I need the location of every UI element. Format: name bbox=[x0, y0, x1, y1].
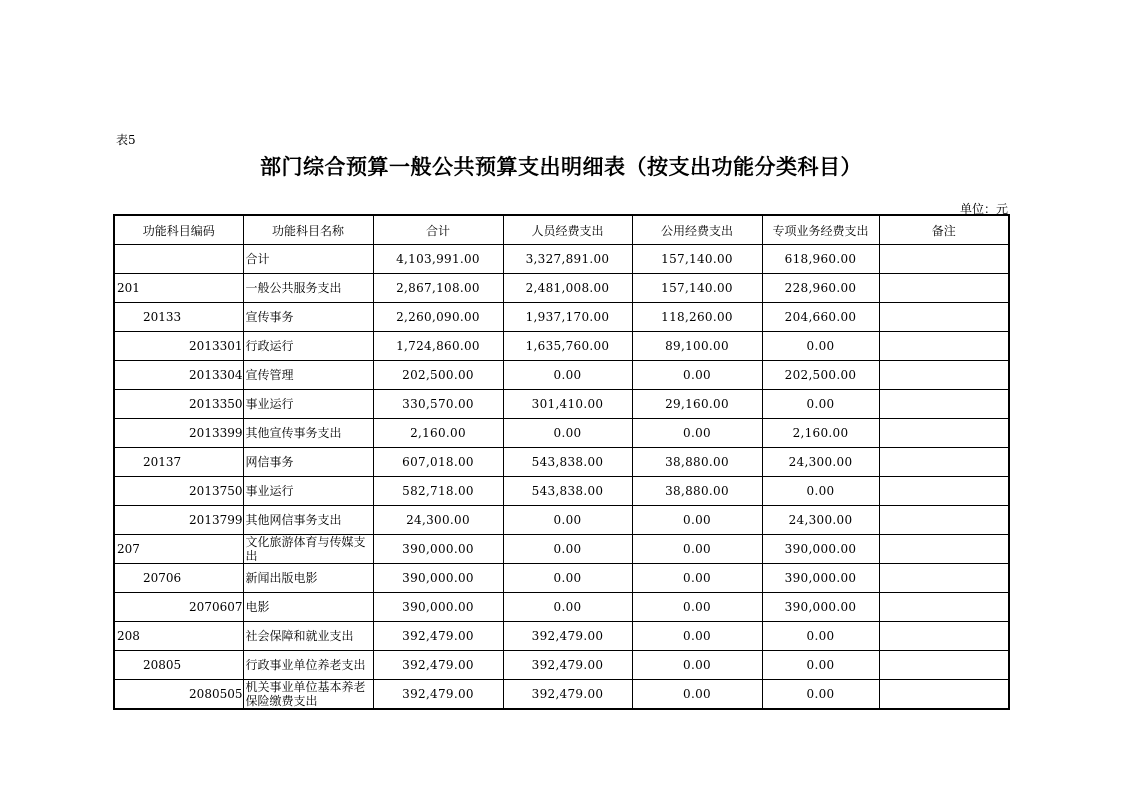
row-code: 2013304 bbox=[114, 361, 243, 390]
unit-label: 单位：元 bbox=[959, 202, 1008, 216]
table-row bbox=[114, 622, 1009, 651]
row-name bbox=[243, 332, 373, 361]
row-public: 38,880.00 bbox=[632, 477, 762, 506]
row-public: 157,140.00 bbox=[632, 274, 762, 303]
row-name-text: 宣传管理 bbox=[245, 368, 294, 382]
row-note bbox=[879, 564, 1009, 593]
row-personnel: 301,410.00 bbox=[503, 390, 632, 419]
row-special: 0.00 bbox=[762, 651, 879, 680]
table-row bbox=[114, 477, 1009, 506]
row-total: 392,479.00 bbox=[373, 680, 503, 710]
row-personnel: 0.00 bbox=[503, 535, 632, 564]
row-name bbox=[243, 535, 373, 564]
row-note bbox=[879, 593, 1009, 622]
row-name bbox=[243, 564, 373, 593]
row-total: 2,867,108.00 bbox=[373, 274, 503, 303]
row-code bbox=[114, 245, 243, 274]
row-special: 0.00 bbox=[762, 622, 879, 651]
row-name bbox=[243, 506, 373, 535]
row-name-text: 合计 bbox=[245, 252, 270, 266]
row-total: 390,000.00 bbox=[373, 535, 503, 564]
row-personnel: 1,937,170.00 bbox=[503, 303, 632, 332]
row-code: 2013350 bbox=[114, 390, 243, 419]
header-special: 专项业务经费支出 bbox=[762, 215, 879, 245]
row-special: 24,300.00 bbox=[762, 506, 879, 535]
table-row bbox=[114, 448, 1009, 477]
row-note bbox=[879, 361, 1009, 390]
row-note bbox=[879, 680, 1009, 710]
page-title: 部门综合预算一般公共预算支出明细表（按支出功能分类科目） bbox=[260, 155, 862, 179]
row-public: 0.00 bbox=[632, 622, 762, 651]
row-note bbox=[879, 419, 1009, 448]
table-header bbox=[114, 215, 1009, 245]
row-total: 392,479.00 bbox=[373, 651, 503, 680]
row-name bbox=[243, 680, 373, 710]
header-name: 功能科目名称 bbox=[243, 215, 373, 245]
row-name-text: 网信事务 bbox=[245, 455, 294, 469]
row-name-text: 行政运行 bbox=[245, 339, 294, 353]
row-name-text: 宣传事务 bbox=[245, 310, 294, 324]
table-body bbox=[114, 245, 1009, 710]
row-code: 2013799 bbox=[114, 506, 243, 535]
row-note bbox=[879, 506, 1009, 535]
row-note bbox=[879, 245, 1009, 274]
row-total: 582,718.00 bbox=[373, 477, 503, 506]
row-personnel: 0.00 bbox=[503, 506, 632, 535]
row-special: 24,300.00 bbox=[762, 448, 879, 477]
row-personnel: 0.00 bbox=[503, 564, 632, 593]
row-special: 390,000.00 bbox=[762, 564, 879, 593]
row-name-text: 电影 bbox=[245, 600, 270, 614]
row-note bbox=[879, 390, 1009, 419]
row-personnel: 543,838.00 bbox=[503, 448, 632, 477]
row-code: 2013750 bbox=[114, 477, 243, 506]
row-special: 390,000.00 bbox=[762, 535, 879, 564]
row-name bbox=[243, 303, 373, 332]
row-special: 0.00 bbox=[762, 390, 879, 419]
row-name bbox=[243, 622, 373, 651]
row-name-text: 其他宣传事务支出 bbox=[245, 426, 342, 440]
row-public: 0.00 bbox=[632, 361, 762, 390]
header-personnel: 人员经费支出 bbox=[503, 215, 632, 245]
table-row bbox=[114, 651, 1009, 680]
row-special: 390,000.00 bbox=[762, 593, 879, 622]
row-public: 118,260.00 bbox=[632, 303, 762, 332]
row-total: 330,570.00 bbox=[373, 390, 503, 419]
row-note bbox=[879, 535, 1009, 564]
row-total: 1,724,860.00 bbox=[373, 332, 503, 361]
row-name-text: 新闻出版电影 bbox=[245, 571, 318, 585]
row-code: 201 bbox=[114, 274, 243, 303]
row-name-text: 行政事业单位养老支出 bbox=[245, 658, 366, 672]
row-name-text: 文化旅游体育与传媒支出 bbox=[245, 535, 366, 563]
table-row bbox=[114, 361, 1009, 390]
row-name-text: 机关事业单位基本养老保险缴费支出 bbox=[245, 680, 366, 708]
row-total: 2,260,090.00 bbox=[373, 303, 503, 332]
row-special: 618,960.00 bbox=[762, 245, 879, 274]
row-special: 0.00 bbox=[762, 680, 879, 710]
table-row bbox=[114, 419, 1009, 448]
row-public: 0.00 bbox=[632, 593, 762, 622]
table-row bbox=[114, 332, 1009, 361]
row-name bbox=[243, 361, 373, 390]
row-special: 204,660.00 bbox=[762, 303, 879, 332]
row-public: 0.00 bbox=[632, 419, 762, 448]
row-name bbox=[243, 593, 373, 622]
row-code: 207 bbox=[114, 535, 243, 564]
table-row bbox=[114, 274, 1009, 303]
row-name bbox=[243, 651, 373, 680]
row-public: 0.00 bbox=[632, 506, 762, 535]
row-total: 392,479.00 bbox=[373, 622, 503, 651]
row-total: 4,103,991.00 bbox=[373, 245, 503, 274]
row-personnel: 1,635,760.00 bbox=[503, 332, 632, 361]
header-row bbox=[114, 215, 1009, 245]
row-personnel: 543,838.00 bbox=[503, 477, 632, 506]
row-note bbox=[879, 651, 1009, 680]
row-public: 0.00 bbox=[632, 680, 762, 710]
row-special: 228,960.00 bbox=[762, 274, 879, 303]
row-name bbox=[243, 448, 373, 477]
row-code: 20133 bbox=[114, 303, 243, 332]
header-public: 公用经费支出 bbox=[632, 215, 762, 245]
row-total: 24,300.00 bbox=[373, 506, 503, 535]
row-personnel: 0.00 bbox=[503, 593, 632, 622]
row-total: 202,500.00 bbox=[373, 361, 503, 390]
row-public: 157,140.00 bbox=[632, 245, 762, 274]
row-note bbox=[879, 332, 1009, 361]
row-code: 2080505 bbox=[114, 680, 243, 710]
table-row bbox=[114, 535, 1009, 564]
row-public: 89,100.00 bbox=[632, 332, 762, 361]
row-personnel: 392,479.00 bbox=[503, 622, 632, 651]
table-row bbox=[114, 390, 1009, 419]
header-note: 备注 bbox=[879, 215, 1009, 245]
row-special: 0.00 bbox=[762, 332, 879, 361]
row-note bbox=[879, 622, 1009, 651]
row-code: 2070607 bbox=[114, 593, 243, 622]
row-personnel: 2,481,008.00 bbox=[503, 274, 632, 303]
row-public: 0.00 bbox=[632, 535, 762, 564]
row-note bbox=[879, 477, 1009, 506]
row-name bbox=[243, 274, 373, 303]
row-name bbox=[243, 477, 373, 506]
row-name-text: 一般公共服务支出 bbox=[245, 281, 342, 295]
row-name bbox=[243, 419, 373, 448]
row-note bbox=[879, 448, 1009, 477]
row-personnel: 0.00 bbox=[503, 361, 632, 390]
row-special: 202,500.00 bbox=[762, 361, 879, 390]
table-row bbox=[114, 303, 1009, 332]
row-total: 607,018.00 bbox=[373, 448, 503, 477]
row-name-text: 事业运行 bbox=[245, 484, 294, 498]
table-row bbox=[114, 506, 1009, 535]
row-note bbox=[879, 303, 1009, 332]
row-code: 208 bbox=[114, 622, 243, 651]
row-public: 29,160.00 bbox=[632, 390, 762, 419]
row-name-text: 社会保障和就业支出 bbox=[245, 629, 354, 643]
row-note bbox=[879, 274, 1009, 303]
row-code: 2013301 bbox=[114, 332, 243, 361]
row-public: 38,880.00 bbox=[632, 448, 762, 477]
row-name bbox=[243, 390, 373, 419]
row-code: 20706 bbox=[114, 564, 243, 593]
row-personnel: 3,327,891.00 bbox=[503, 245, 632, 274]
row-name-text: 其他网信事务支出 bbox=[245, 513, 342, 527]
row-total: 2,160.00 bbox=[373, 419, 503, 448]
row-total: 390,000.00 bbox=[373, 564, 503, 593]
row-public: 0.00 bbox=[632, 564, 762, 593]
row-name-text: 事业运行 bbox=[245, 397, 294, 411]
table-row bbox=[114, 564, 1009, 593]
budget-table bbox=[113, 214, 1010, 710]
row-personnel: 392,479.00 bbox=[503, 651, 632, 680]
table-row bbox=[114, 680, 1009, 710]
row-code: 20805 bbox=[114, 651, 243, 680]
row-personnel: 0.00 bbox=[503, 419, 632, 448]
row-code: 20137 bbox=[114, 448, 243, 477]
row-total: 390,000.00 bbox=[373, 593, 503, 622]
table-row bbox=[114, 593, 1009, 622]
row-name bbox=[243, 245, 373, 274]
table-row bbox=[114, 245, 1009, 274]
table-number: 表5 bbox=[116, 133, 136, 147]
row-code: 2013399 bbox=[114, 419, 243, 448]
row-public: 0.00 bbox=[632, 651, 762, 680]
row-special: 2,160.00 bbox=[762, 419, 879, 448]
header-code: 功能科目编码 bbox=[114, 215, 243, 245]
header-total: 合计 bbox=[373, 215, 503, 245]
row-special: 0.00 bbox=[762, 477, 879, 506]
row-personnel: 392,479.00 bbox=[503, 680, 632, 710]
